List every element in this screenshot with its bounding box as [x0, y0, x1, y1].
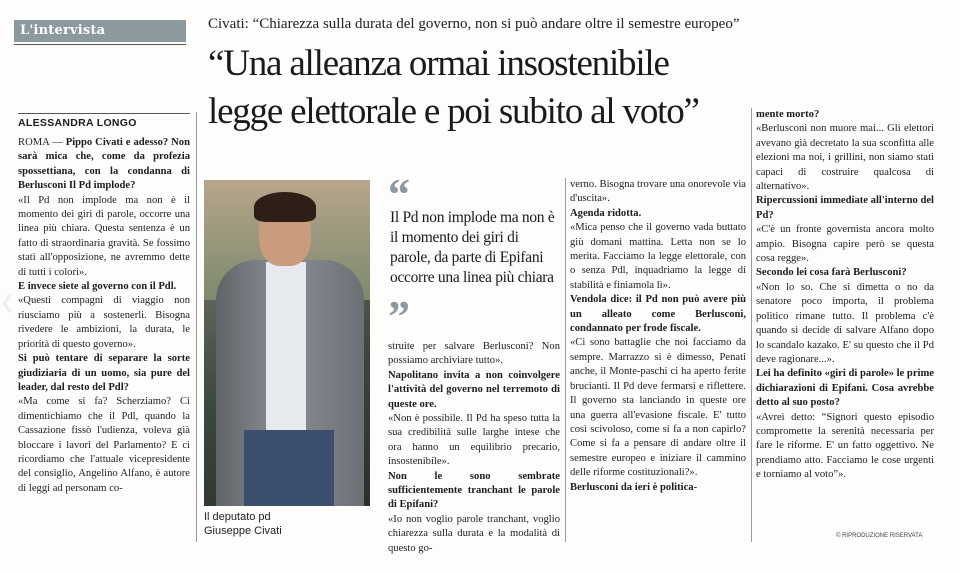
- question: E invece siete al governo con il Pdl.: [18, 281, 177, 293]
- pull-quote: Il Pd non implode ma non è il momento dei giri di parole, da parte di Epifani occorre una linea più chiara: [390, 209, 555, 286]
- answer: «Berlusconi non muore mai... Gli elettori avevano già decretato la sua sconfitta alle elezioni ma noi, i grillini, non siamo stati capaci di costruire qualcosa di alternativo».: [756, 123, 934, 193]
- question: Lei ha definito «giri di parole» le prime dichiarazioni di Epifani. Cosa avrebbe detto al suo posto?: [756, 368, 934, 409]
- photo-shirt: [266, 262, 306, 442]
- question: Ripercussioni immediate all'interno del Pd?: [756, 195, 934, 221]
- article-column-3: [388, 340, 560, 554]
- article-column-1: [18, 136, 190, 541]
- answer: «Ma come si fa? Scherziamo? Ci dimentichiamo che il Pdl, quando la Cassazione fissò l'udienza, voleva già bloccare i lavori del Parlamento? E ci ricordiamo che l'attuale vicepresidente del consiglio, Angelino Alfano, è autore di leggi ad personam co-: [18, 396, 190, 494]
- answer: «Non è possibile. Il Pd ha speso tutta la sua credibilità sulle larghe intese che ora hanno un equilibrio precario, insostenibile».: [388, 413, 560, 468]
- question: Non le sono sembrate sufficientemente tranchant le parole di Epifani?: [388, 470, 560, 511]
- question: Agenda ridotta.: [570, 207, 642, 219]
- caption-line-2: Giuseppe Civati: [204, 525, 282, 537]
- answer: «Non lo so. Che si dimetta o no da senatore poco importa, il problema politico rimane tutto. Il problema c'è quando si decide di salvare Alfano dopo lo scandalo kazako. E' su questo che il Pd deve ragionare...».: [756, 281, 934, 365]
- answer: «Il Pd non implode ma non è il momento dei giri di parole, occorre una linea più chiara. Questa sentenza è un fatto di straordinaria gravità. Se fossimo stati all'opposizione, ne avremmo dette di tutti i colori».: [18, 194, 190, 278]
- question: Si può tentare di separare la sorte giudiziaria di un uomo, sia pure del leader, dal resto del Pdl?: [18, 353, 190, 393]
- answer: «Ci sono battaglie che noi facciamo da sempre. Marrazzo si è dimesso, Penati anche, il Monte-paschi ci ha aperto ferite brucianti. Il Pd deve fermarsi e riflettere. Il governo sta lanciando in queste ore una guerra all'evasione fiscale. E' tutto così scivoloso, come si fa a non capirlo? Come si fa a pensare di andare oltre il semestre europeo e iniziare il cammino delle riforme costituzionali?».: [570, 337, 746, 479]
- author-rule: [18, 113, 190, 114]
- dateline: ROMA —: [18, 137, 63, 148]
- answer: «Avrei detto: “Signori questo episodio compromette la serenità necessaria per fare le riforme. E' un fatto oggettivo. Ne prendiamo atto. Facciamo le cose urgenti e torniamo al voto”».: [756, 411, 934, 481]
- answer: struite per salvare Berlusconi? Non possiamo archiviare tutto».: [388, 341, 560, 367]
- copyright-notice: © RIPRODUZIONE RISERVATA: [836, 533, 923, 539]
- headline-line-2: legge elettorale e poi subito al voto”: [208, 91, 699, 132]
- photo-hair: [254, 192, 316, 222]
- question: Berlusconi da ieri è politica-: [570, 481, 698, 493]
- headline: [208, 40, 768, 136]
- article-column-4: [570, 178, 746, 540]
- answer: «C'è un fronte governista ancora molto ampio. Bisogna capire però se questa cosa regge».: [756, 224, 934, 265]
- column-divider: [751, 108, 752, 542]
- answer: verno. Bisogna trovare una onorevole via d'uscita».: [570, 179, 746, 205]
- column-divider: [196, 112, 197, 542]
- answer: «Io non voglio parole tranchant, voglio chiarezza sulla durata e la modalità di questo go-: [388, 513, 560, 554]
- caption-line-1: Il deputato pd: [204, 511, 271, 523]
- answer: «Questi compagni di viaggio non riusciamo più a sostenerli. Bisogna rivedere le ambizioni, la durata, le priorità di questo governo».: [18, 295, 190, 350]
- tag-rule: [14, 44, 186, 45]
- question: Secondo lei cosa farà Berlusconi?: [756, 267, 907, 279]
- open-quote-icon: “: [388, 170, 410, 219]
- question: Vendola dice: il Pd non può avere più un alleato come Berlusconi, condannato per frode fiscale.: [570, 294, 746, 335]
- photo-trousers: [244, 430, 334, 506]
- chevron-left-icon[interactable]: ❮: [0, 292, 16, 313]
- portrait-photo: [204, 180, 370, 506]
- section-tag: L'intervista: [14, 20, 186, 42]
- question: mente morto?: [756, 109, 820, 120]
- answer: «Mica penso che il governo vada buttato giù domani mattina. Letta non se lo merita. Facciamo la legge elettorale, con o senza Pdl, inquadriamo la legge di stabilità e finiamola lì».: [570, 222, 746, 291]
- question: Pippo Civati e adesso? Non sarà mica che, come da profezia spossettiana, con la condanna di Berlusconi Il Pd implode?: [18, 137, 190, 192]
- author-byline: ALESSANDRA LONGO: [18, 117, 137, 129]
- article-column-5: [756, 108, 934, 540]
- column-divider: [565, 178, 566, 542]
- kicker: Civati: “Chiarezza sulla durata del governo, non si può andare oltre il semestre europeo”: [208, 16, 740, 32]
- photo-caption: [204, 510, 282, 538]
- question: Napolitano invita a non coinvolgere l'attività del governo nel terremoto di queste ore.: [388, 369, 560, 410]
- headline-line-1: “Una alleanza ormai insostenibile: [208, 43, 669, 84]
- close-quote-icon: ”: [388, 292, 410, 341]
